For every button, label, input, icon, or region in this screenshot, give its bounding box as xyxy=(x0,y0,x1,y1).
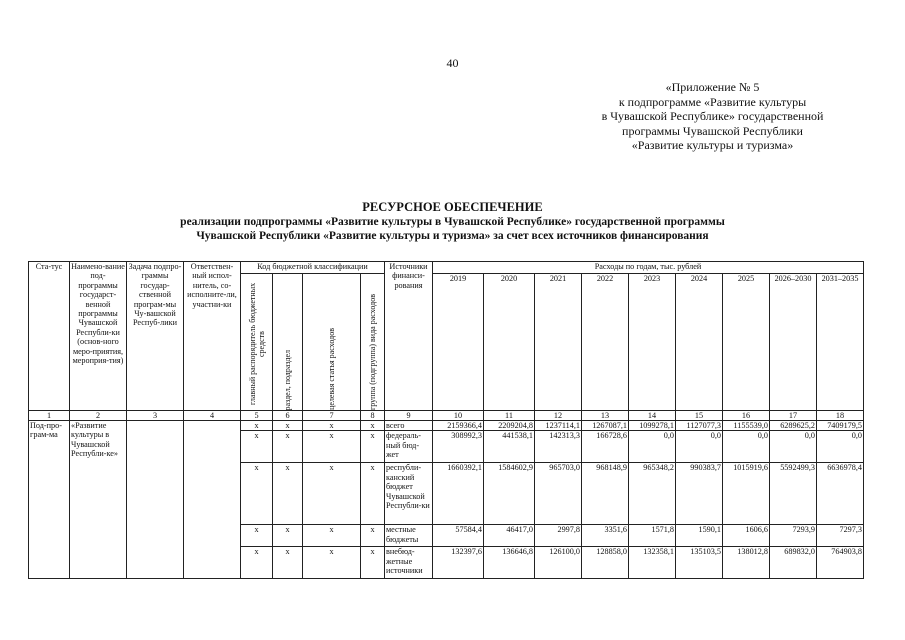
code-cell: х xyxy=(273,463,303,525)
value-cell: 1127077,3 xyxy=(676,421,723,431)
value-cell: 965348,2 xyxy=(629,463,676,525)
code-cell: х xyxy=(273,431,303,463)
header-sources: Источники финанси-рования xyxy=(385,262,433,411)
table-row xyxy=(29,421,864,431)
column-number: 9 xyxy=(385,411,433,421)
header-task: Задача подпро-граммы государ-ственной програм-мы Чу-вашской Респуб-лики xyxy=(127,262,184,411)
value-cell: 1606,6 xyxy=(723,525,770,547)
title-line-3: Чувашской Республики «Развитие культуры и туризма» за счет всех источников финансирования xyxy=(196,230,709,242)
value-cell: 5592499,3 xyxy=(770,463,817,525)
column-number: 2 xyxy=(70,411,127,421)
value-cell: 965703,0 xyxy=(535,463,582,525)
code-cell: х xyxy=(361,431,385,463)
value-cell: 441538,1 xyxy=(484,431,535,463)
appendix-line: «Приложение № 5 xyxy=(665,80,760,94)
code-cell: х xyxy=(241,421,273,431)
header-expenses: Расходы по годам, тыс. рублей xyxy=(433,262,864,274)
code-cell: х xyxy=(361,421,385,431)
column-number: 14 xyxy=(629,411,676,421)
column-number: 7 xyxy=(303,411,361,421)
code-cell: х xyxy=(273,547,303,579)
header-executor: Ответствен-ный испол-нитель, со-исполните-ли, участни-ки xyxy=(184,262,241,411)
value-cell: 1099278,1 xyxy=(629,421,676,431)
header-budget-code: Код бюджетной классификации xyxy=(241,262,385,274)
header-year: 2019 xyxy=(433,274,484,411)
value-cell: 57584,4 xyxy=(433,525,484,547)
column-number: 18 xyxy=(817,411,864,421)
code-cell: х xyxy=(273,421,303,431)
code-cell: х xyxy=(241,463,273,525)
value-cell: 132397,6 xyxy=(433,547,484,579)
source-cell: местные бюджеты xyxy=(385,525,433,547)
column-number: 16 xyxy=(723,411,770,421)
source-cell: федераль-ный бюд-жет xyxy=(385,431,433,463)
document-title xyxy=(60,200,845,243)
value-cell: 308992,3 xyxy=(433,431,484,463)
column-number: 8 xyxy=(361,411,385,421)
appendix-line: в Чувашской Республике» государственной xyxy=(601,109,824,123)
value-cell: 2159366,4 xyxy=(433,421,484,431)
value-cell: 132358,1 xyxy=(629,547,676,579)
value-cell: 1660392,1 xyxy=(433,463,484,525)
status-cell: Под-про-грам-ма xyxy=(29,421,70,579)
column-number: 13 xyxy=(582,411,629,421)
value-cell: 1584602,9 xyxy=(484,463,535,525)
value-cell: 1015919,6 xyxy=(723,463,770,525)
code-cell: х xyxy=(361,547,385,579)
value-cell: 689832,0 xyxy=(770,547,817,579)
code-cell: х xyxy=(273,525,303,547)
column-number-row xyxy=(29,411,864,421)
code-cell: х xyxy=(361,525,385,547)
code-cell: х xyxy=(303,421,361,431)
value-cell: 968148,9 xyxy=(582,463,629,525)
value-cell: 990383,7 xyxy=(676,463,723,525)
column-number: 11 xyxy=(484,411,535,421)
value-cell: 1237114,1 xyxy=(535,421,582,431)
value-cell: 1590,1 xyxy=(676,525,723,547)
title-line-2: реализации подпрограммы «Развитие культуры в Чувашской Республике» государственной программы xyxy=(180,216,725,228)
code-cell: х xyxy=(303,431,361,463)
column-number: 1 xyxy=(29,411,70,421)
value-cell: 0,0 xyxy=(676,431,723,463)
code-cell: х xyxy=(241,547,273,579)
code-cell: х xyxy=(241,525,273,547)
header-year: 2023 xyxy=(629,274,676,411)
value-cell: 0,0 xyxy=(817,431,864,463)
value-cell: 142313,3 xyxy=(535,431,582,463)
code-cell: х xyxy=(303,463,361,525)
column-number: 15 xyxy=(676,411,723,421)
value-cell: 138012,8 xyxy=(723,547,770,579)
value-cell: 0,0 xyxy=(629,431,676,463)
task-cell xyxy=(127,421,184,579)
value-cell: 128858,0 xyxy=(582,547,629,579)
appendix-line: к подпрограмме «Развитие культуры xyxy=(618,94,807,109)
column-number: 3 xyxy=(127,411,184,421)
value-cell: 46417,0 xyxy=(484,525,535,547)
value-cell: 3351,6 xyxy=(582,525,629,547)
value-cell: 1571,8 xyxy=(629,525,676,547)
value-cell: 2209204,8 xyxy=(484,421,535,431)
code-cell: х xyxy=(303,525,361,547)
value-cell: 126100,0 xyxy=(535,547,582,579)
value-cell: 136646,8 xyxy=(484,547,535,579)
column-number: 6 xyxy=(273,411,303,421)
program-name-cell: «Развитие культуры в Чувашской Республи-ке» xyxy=(70,421,127,579)
column-number: 5 xyxy=(241,411,273,421)
header-year: 2026–2030 xyxy=(770,274,817,411)
code-cell: х xyxy=(303,547,361,579)
code-cell: х xyxy=(361,463,385,525)
column-number: 17 xyxy=(770,411,817,421)
source-cell: внебюд-жетные источники xyxy=(385,547,433,579)
value-cell: 0,0 xyxy=(723,431,770,463)
source-cell: всего xyxy=(385,421,433,431)
value-cell: 7409179,5 xyxy=(817,421,864,431)
header-code-col: целевая статья расходов xyxy=(303,274,361,411)
header-status: Ста-тус xyxy=(29,262,70,411)
page-number: 40 xyxy=(446,56,459,70)
appendix-line: «Развитие культуры и туризма» xyxy=(631,138,794,152)
header-year: 2021 xyxy=(535,274,582,411)
header-code-col: группа (подгруппа) вида расходов xyxy=(361,274,385,411)
appendix-note xyxy=(570,80,855,153)
value-cell: 7293,9 xyxy=(770,525,817,547)
header-year: 2024 xyxy=(676,274,723,411)
column-number: 12 xyxy=(535,411,582,421)
code-cell: х xyxy=(241,431,273,463)
header-code-col: раздел, подраздел xyxy=(273,274,303,411)
column-number: 4 xyxy=(184,411,241,421)
value-cell: 6289625,2 xyxy=(770,421,817,431)
value-cell: 7297,3 xyxy=(817,525,864,547)
value-cell: 135103,5 xyxy=(676,547,723,579)
appendix-line: программы Чувашской Республики xyxy=(622,123,803,138)
executor-cell xyxy=(184,421,241,579)
value-cell: 1155539,0 xyxy=(723,421,770,431)
value-cell: 0,0 xyxy=(770,431,817,463)
header-year: 2020 xyxy=(484,274,535,411)
header-year: 2025 xyxy=(723,274,770,411)
source-cell: республи-канский бюджет Чувашской Республи-ки xyxy=(385,463,433,525)
header-name: Наимено-вание под-программы государст-венной программы Чувашской Республи-ки (основ-ного меро-приятия, мероприя-тия) xyxy=(70,262,127,411)
value-cell: 764903,8 xyxy=(817,547,864,579)
header-code-col: главный распорядитель бюджетных средств xyxy=(241,274,273,411)
value-cell: 2997,8 xyxy=(535,525,582,547)
column-number: 10 xyxy=(433,411,484,421)
value-cell: 1267087,1 xyxy=(582,421,629,431)
header-year: 2022 xyxy=(582,274,629,411)
title-line-1: РЕСУРСНОЕ ОБЕСПЕЧЕНИЕ xyxy=(362,200,543,214)
value-cell: 166728,6 xyxy=(582,431,629,463)
resource-table xyxy=(28,261,864,579)
value-cell: 6636978,4 xyxy=(817,463,864,525)
header-year: 2031–2035 xyxy=(817,274,864,411)
